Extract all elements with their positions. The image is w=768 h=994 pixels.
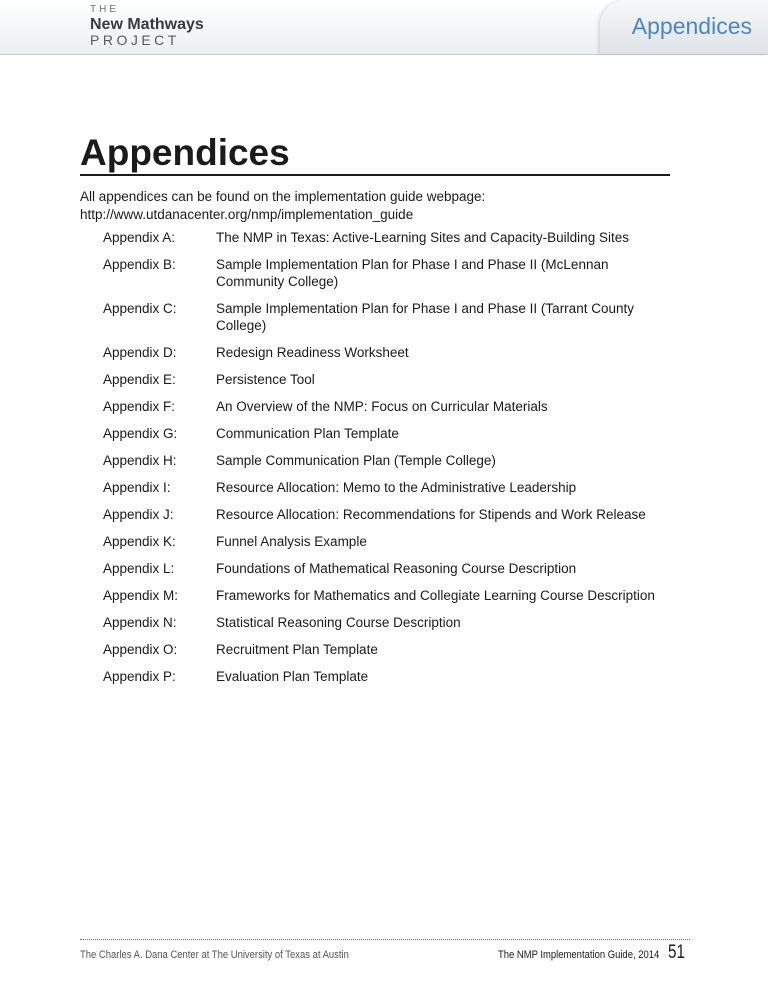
appendix-row xyxy=(103,398,678,415)
page-title: Appendices xyxy=(80,132,290,173)
appendix-title: Evaluation Plan Template xyxy=(216,669,369,684)
appendix-row xyxy=(103,452,678,469)
appendix-row xyxy=(103,300,678,334)
appendix-row xyxy=(103,587,678,604)
appendix-title: Communication Plan Template xyxy=(216,426,399,441)
appendix-label: Appendix P: xyxy=(103,669,176,684)
appendix-title: Foundations of Mathematical Reasoning Course Description xyxy=(216,561,577,576)
appendix-row xyxy=(103,425,678,442)
appendix-label: Appendix I: xyxy=(103,480,171,495)
appendix-label: Appendix H: xyxy=(103,453,177,468)
appendix-row xyxy=(103,614,678,631)
appendix-title: Resource Allocation: Memo to the Administrative Leadership xyxy=(216,480,577,495)
appendix-row xyxy=(103,256,678,290)
logo-line-project: PROJECT xyxy=(90,32,180,48)
appendix-title: Frameworks for Mathematics and Collegiate Learning Course Description xyxy=(216,588,655,603)
appendix-title: Sample Implementation Plan for Phase I and Phase II (Tarrant County College) xyxy=(216,301,634,333)
nmp-logo xyxy=(90,4,204,48)
intro-line: All appendices can be found on the implementation guide webpage: xyxy=(80,189,486,204)
appendix-label: Appendix J: xyxy=(103,507,174,522)
appendix-row xyxy=(103,533,678,550)
logo-line-name: New Mathways xyxy=(90,16,204,33)
appendix-label: Appendix D: xyxy=(103,345,177,360)
appendix-label: Appendix K: xyxy=(103,534,176,549)
appendix-row xyxy=(103,641,678,658)
appendix-title: Recruitment Plan Template xyxy=(216,642,378,657)
appendix-title: Sample Communication Plan (Temple College) xyxy=(216,453,496,468)
appendix-label: Appendix F: xyxy=(103,399,176,414)
appendix-title: Statistical Reasoning Course Description xyxy=(216,615,461,630)
appendix-row xyxy=(103,506,678,523)
appendix-title: Persistence Tool xyxy=(216,372,315,387)
appendix-title: Resource Allocation: Recommendations for Stipends and Work Release xyxy=(216,507,646,522)
page-header xyxy=(0,0,768,55)
appendix-label: Appendix B: xyxy=(103,257,176,272)
appendix-row xyxy=(103,371,678,388)
appendix-label: Appendix E: xyxy=(103,372,176,387)
appendix-title: Redesign Readiness Worksheet xyxy=(216,345,409,360)
appendix-label: Appendix G: xyxy=(103,426,178,441)
appendix-list xyxy=(103,229,678,695)
appendix-label: Appendix A: xyxy=(103,230,176,245)
footer-rule xyxy=(80,939,690,940)
appendix-row xyxy=(103,668,678,685)
footer-guide-title: The NMP Implementation Guide, 2014 xyxy=(498,949,660,961)
appendix-label: Appendix C: xyxy=(103,301,177,316)
appendix-title: Sample Implementation Plan for Phase I and Phase II (McLennan Community College) xyxy=(216,257,609,289)
intro-text xyxy=(80,188,700,224)
appendix-row xyxy=(103,479,678,496)
title-rule xyxy=(80,174,670,176)
section-tab-label: Appendices xyxy=(631,13,752,39)
appendix-title: Funnel Analysis Example xyxy=(216,534,367,549)
appendix-label: Appendix L: xyxy=(103,561,175,576)
appendix-row xyxy=(103,560,678,577)
footer-publisher: The Charles A. Dana Center at The University of Texas at Austin xyxy=(80,949,349,961)
section-tab xyxy=(600,0,768,54)
appendix-label: Appendix N: xyxy=(103,615,177,630)
appendix-title: The NMP in Texas: Active-Learning Sites and Capacity-Building Sites xyxy=(216,230,629,245)
logo-line-the: THE xyxy=(90,4,119,15)
page-number: 51 xyxy=(668,942,685,963)
appendix-label: Appendix O: xyxy=(103,642,178,657)
appendix-label: Appendix M: xyxy=(103,588,179,603)
appendix-title: An Overview of the NMP: Focus on Curricular Materials xyxy=(216,399,548,414)
intro-url: http://www.utdanacenter.org/nmp/implementation_guide xyxy=(80,207,414,222)
appendix-row xyxy=(103,229,678,246)
appendix-row xyxy=(103,344,678,361)
